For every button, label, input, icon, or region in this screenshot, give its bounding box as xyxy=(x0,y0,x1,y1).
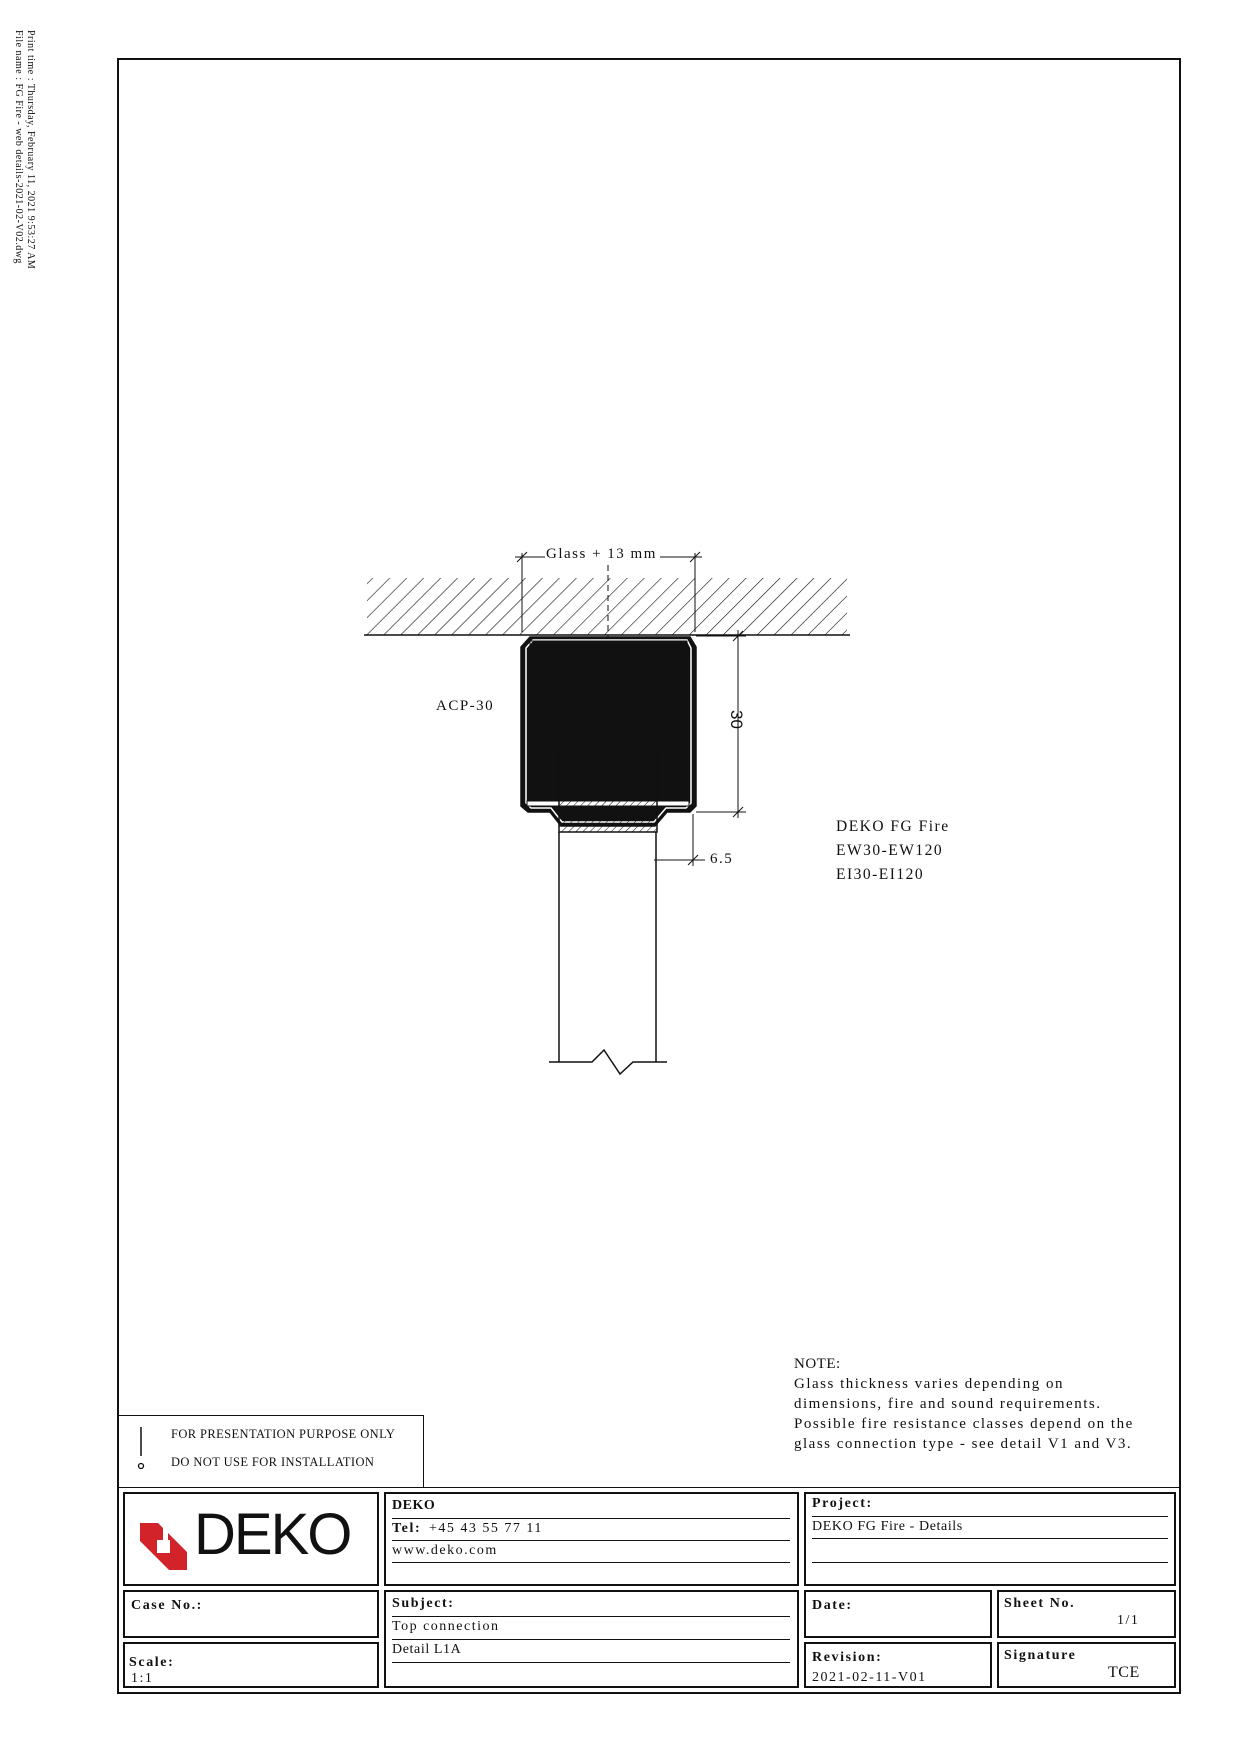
case-label: Case No.: xyxy=(131,1598,203,1613)
scale-label: Scale: xyxy=(129,1655,175,1670)
signature-value: TCE xyxy=(1108,1664,1140,1681)
file-name: File name : FG Fire - web details-2021-02-V02.dwg xyxy=(13,30,24,264)
project-value: DEKO FG Fire - Details xyxy=(812,1519,963,1534)
note-title: NOTE: xyxy=(794,1356,841,1372)
glass-pane xyxy=(549,742,667,1074)
revision-label: Revision: xyxy=(812,1650,883,1665)
revision-value: 2021-02-11-V01 xyxy=(812,1670,927,1685)
subject-rule-1 xyxy=(392,1616,790,1617)
date-label: Date: xyxy=(812,1598,853,1613)
website: www.deko.com xyxy=(392,1543,498,1558)
company-rule-3 xyxy=(392,1562,790,1563)
note-line-1: Glass thickness varies depending on xyxy=(794,1376,1064,1392)
dimension-offset xyxy=(654,814,705,866)
tel-value: +45 43 55 77 11 xyxy=(429,1521,543,1536)
warning-line-1: FOR PRESENTATION PURPOSE ONLY xyxy=(171,1427,396,1441)
project-rule-1 xyxy=(812,1516,1168,1517)
product-line-1: DEKO FG Fire xyxy=(836,818,950,835)
dim-offset-label: 6.5 xyxy=(710,851,734,867)
product-line-3: EI30-EI120 xyxy=(836,866,925,883)
company-rule-2 xyxy=(392,1540,790,1541)
note-line-4: glass connection type - see detail V1 and V3. xyxy=(794,1436,1133,1452)
warning-line-2: DO NOT USE FOR INSTALLATION xyxy=(171,1455,375,1469)
dim-glass-label: Glass + 13 mm xyxy=(546,546,657,562)
product-line-2: EW30-EW120 xyxy=(836,842,944,859)
signature-label: Signature xyxy=(1004,1648,1077,1663)
sheet-value: 1/1 xyxy=(1117,1613,1140,1628)
subject-line-2: Detail L1A xyxy=(392,1642,462,1657)
company-rule-1 xyxy=(392,1518,790,1519)
project-rule-2 xyxy=(812,1538,1168,1539)
sheet-label: Sheet No. xyxy=(1004,1596,1076,1611)
warning-box xyxy=(117,1415,424,1488)
tel-label: Tel: xyxy=(392,1521,422,1536)
print-time: Print time : Thursday, February 11, 2021 9:53:27 AM xyxy=(25,30,36,270)
dim-height-label: 30 xyxy=(727,710,746,729)
note-line-2: dimensions, fire and sound requirements. xyxy=(794,1396,1102,1412)
project-label: Project: xyxy=(812,1496,873,1511)
company-name: DEKO xyxy=(392,1498,436,1513)
company-cell xyxy=(384,1492,799,1586)
ceiling-hatch xyxy=(364,578,850,635)
subject-rule-3 xyxy=(392,1662,790,1663)
deko-logo-text: DEKO xyxy=(194,1502,351,1567)
subject-line-1: Top connection xyxy=(392,1619,500,1634)
subject-label: Subject: xyxy=(392,1596,455,1611)
subject-rule-2 xyxy=(392,1639,790,1640)
profile-label: ACP-30 xyxy=(436,698,495,714)
note-line-3: Possible fire resistance classes depend on the xyxy=(794,1416,1134,1432)
project-rule-3 xyxy=(812,1562,1168,1563)
scale-value: 1:1 xyxy=(131,1671,154,1686)
